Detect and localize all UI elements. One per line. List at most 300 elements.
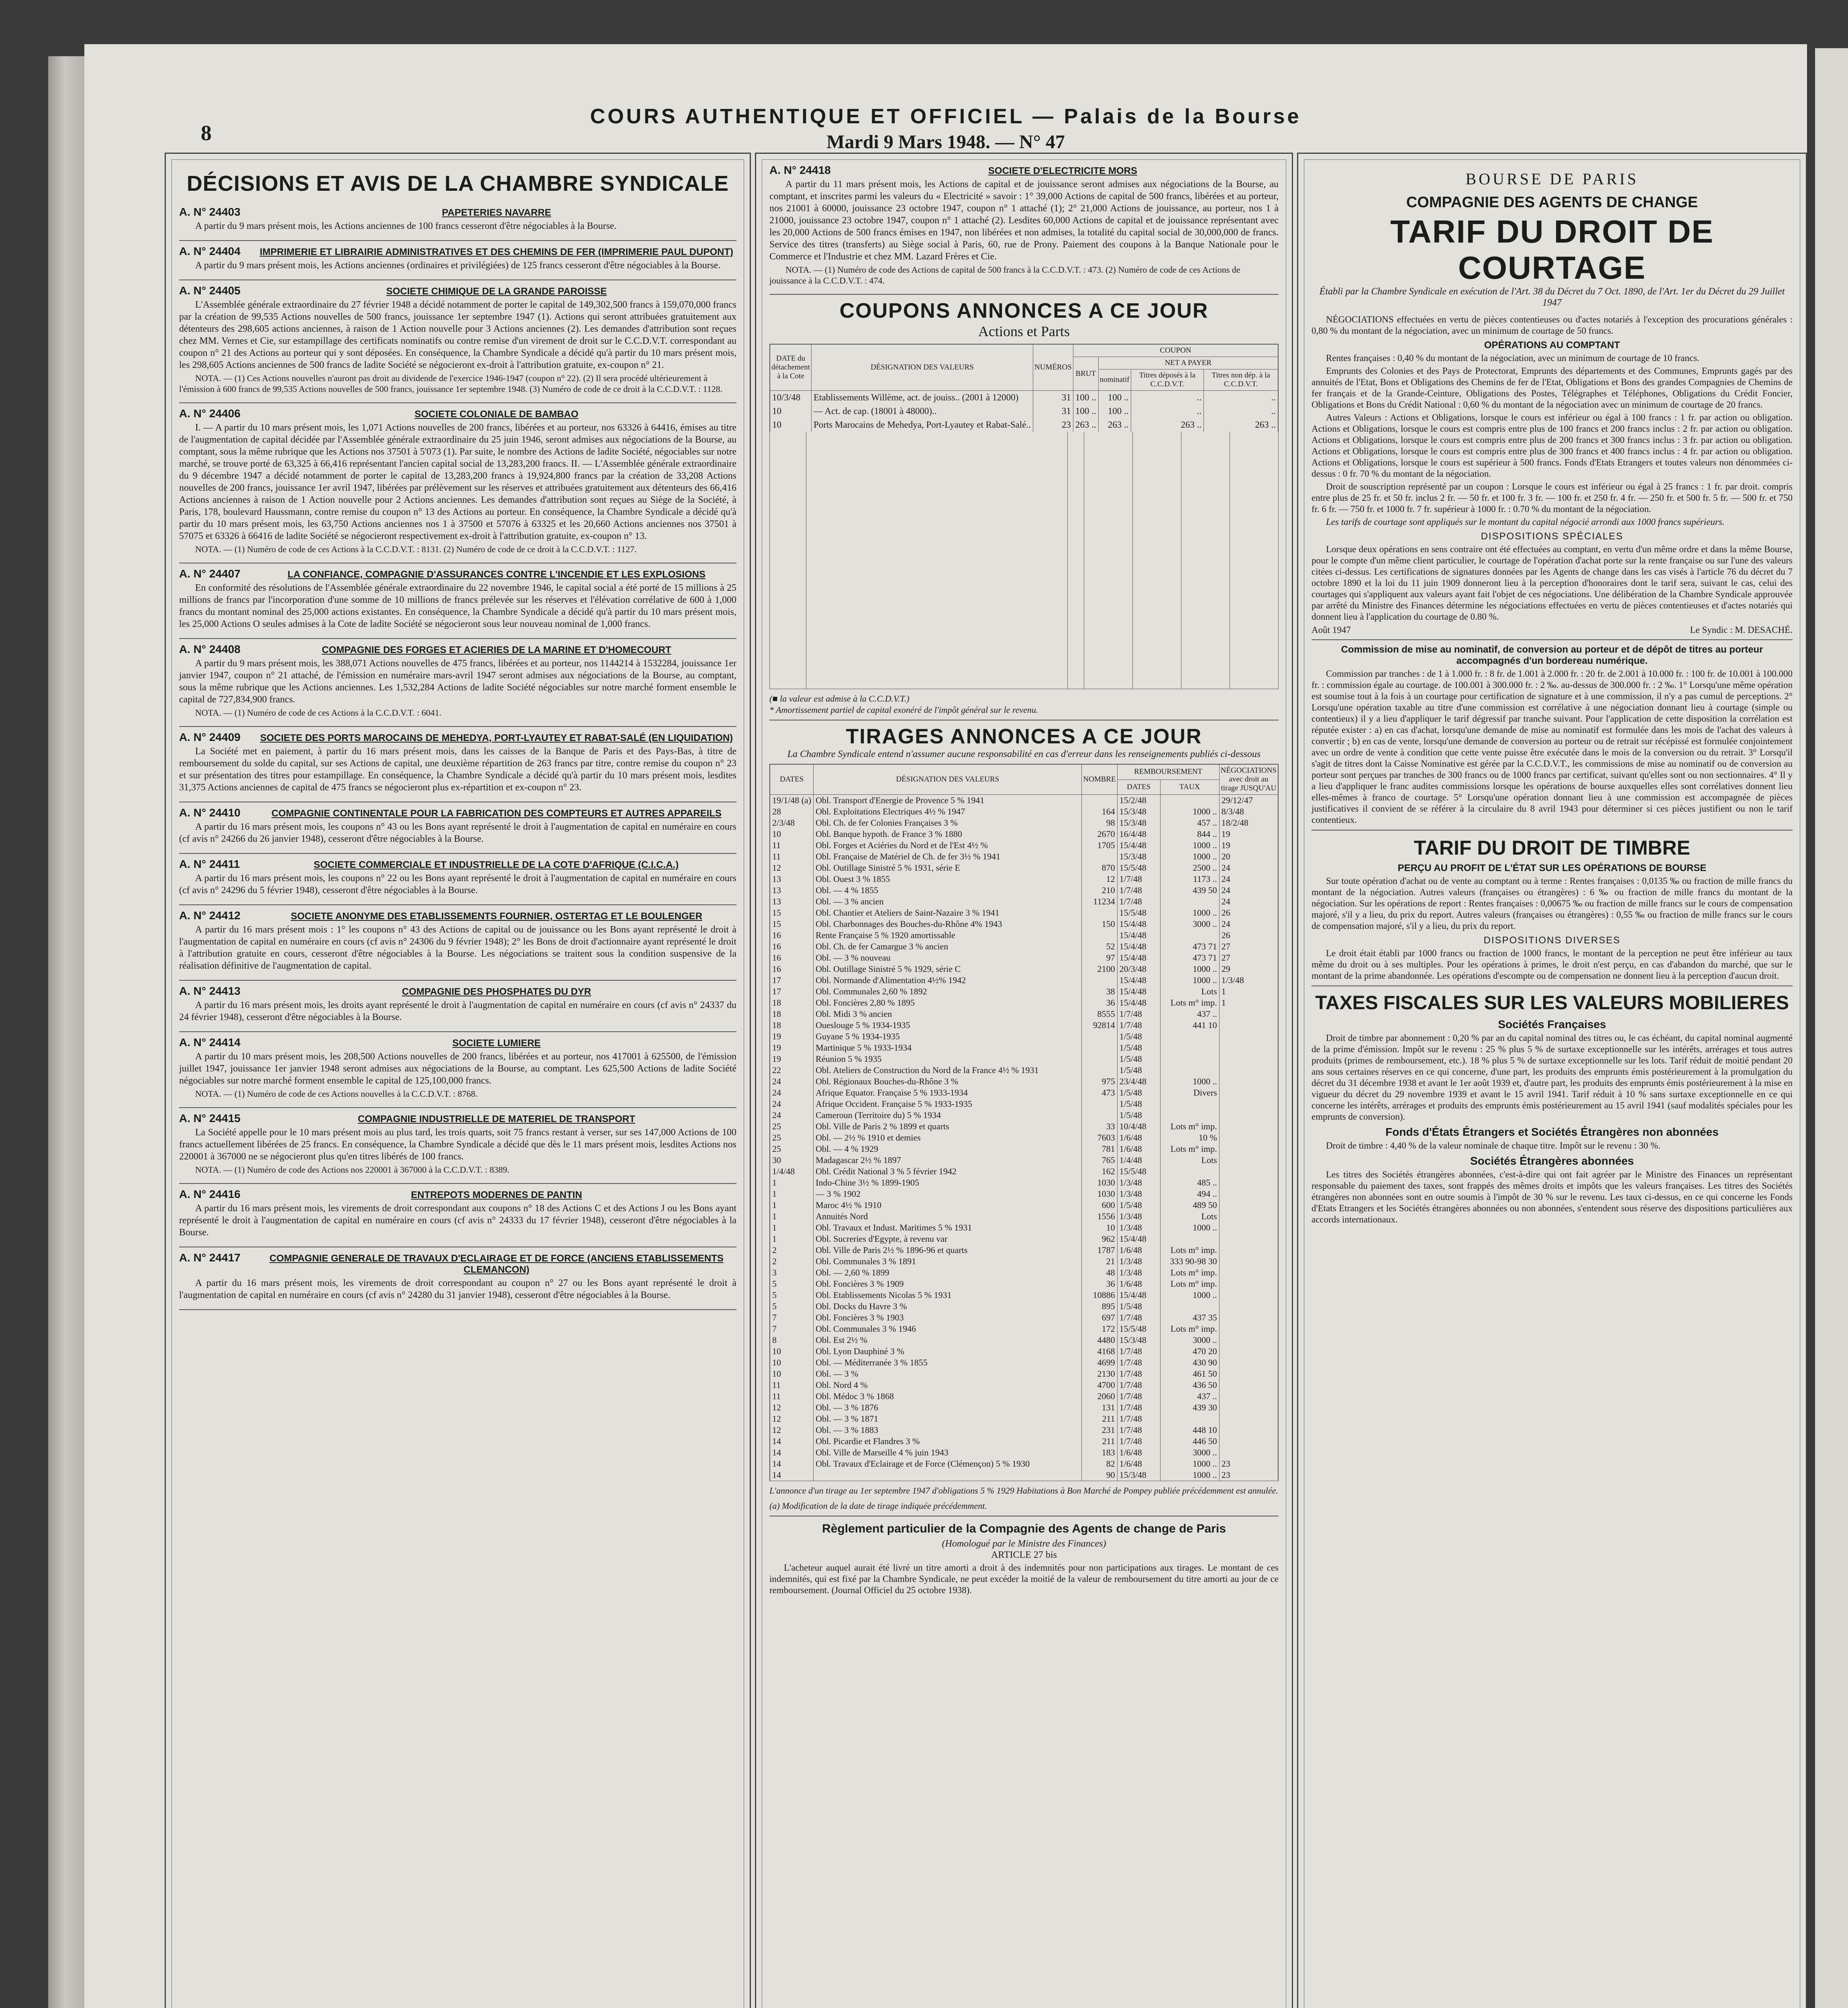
table-cell bbox=[1219, 1323, 1278, 1335]
table-row bbox=[770, 1379, 1278, 1391]
notice-number: A. N° 24413 bbox=[179, 985, 241, 997]
notice-title: PAPETERIES NAVARRE bbox=[442, 207, 551, 218]
table-cell: 1/3/48 bbox=[1117, 1188, 1160, 1200]
table-row bbox=[770, 1155, 1278, 1166]
notice-note: NOTA. — (1) Numéro de code de ces Actions nouvelles à la C.C.D.V.T. : 8768. bbox=[195, 1089, 478, 1099]
table-cell bbox=[1160, 1301, 1219, 1312]
table-cell: Cameroun (Territoire du) 5 % 1934 bbox=[814, 1110, 1082, 1121]
table-cell: Obl. Banque hypoth. de France 3 % 1880 bbox=[814, 829, 1082, 840]
table-cell: Madagascar 2½ % 1897 bbox=[814, 1155, 1082, 1166]
table-cell: Obl. Française de Matériel de Ch. de fer 3½ % 1941 bbox=[814, 851, 1082, 862]
table-cell: 7 bbox=[770, 1312, 814, 1323]
table-cell: 27 bbox=[1219, 941, 1278, 952]
table-cell: 439 30 bbox=[1160, 1402, 1219, 1413]
table-cell bbox=[1082, 1053, 1117, 1065]
table-cell: 1787 bbox=[1082, 1245, 1117, 1256]
table-cell: 1/7/48 bbox=[1117, 1357, 1160, 1368]
table-cell: 1/7/48 bbox=[1117, 1008, 1160, 1020]
table-cell: 25 bbox=[770, 1132, 814, 1143]
table-cell: 12 bbox=[770, 1424, 814, 1436]
fonds-text: Droit de timbre : 4,40 % de la valeur nominale de chaque titre. Impôt sur le revenu : 30 %. bbox=[1326, 1141, 1660, 1151]
notices-list bbox=[179, 206, 736, 1310]
syndic-sign: Le Syndic : M. DESACHÉ. bbox=[1690, 625, 1793, 635]
table-cell: 19 bbox=[770, 1053, 814, 1065]
commission-title: Commission de mise au nominatif, de conversion au porteur et de dépôt de titres au porteur accompagnés d'un bordereau numérique. bbox=[1341, 644, 1763, 666]
table-cell: 2130 bbox=[1082, 1368, 1117, 1379]
table-cell: 1/6/48 bbox=[1117, 1245, 1160, 1256]
table-cell: 1/7/48 bbox=[1117, 885, 1160, 896]
table-cell: Obl. Communales 2,60 % 1892 bbox=[814, 986, 1082, 997]
table-cell: 263 .. bbox=[1131, 418, 1204, 432]
table-row bbox=[770, 1110, 1278, 1121]
table-cell: 16 bbox=[770, 941, 814, 952]
notice-title: SOCIETE DES PORTS MAROCAINS DE MEHEDYA, PORT-LYAUTEY ET RABAT-SALÉ (EN LIQUIDATION) bbox=[260, 733, 733, 743]
adjacent-page bbox=[1815, 48, 1848, 2008]
table-cell: 1000 .. bbox=[1160, 1290, 1219, 1301]
table-cell bbox=[1219, 1143, 1278, 1155]
table-cell: 15/4/48 bbox=[1117, 930, 1160, 941]
table-cell: 1/7/48 bbox=[1117, 1379, 1160, 1391]
table-cell bbox=[1219, 1200, 1278, 1211]
table-cell: 15/3/48 bbox=[1117, 851, 1160, 862]
dispositions-title: DISPOSITIONS SPÉCIALES bbox=[1481, 531, 1624, 542]
table-row bbox=[770, 1458, 1278, 1469]
table-cell: 15/4/48 bbox=[1117, 1233, 1160, 1245]
notice-text: A partir du 16 mars présent mois, les droits ayant représenté le droit à l'augmentation de capital en numéraire en cours (cf avis n° 24337 du 24 février 1948), cesseront d'être négociables à la Bourse. bbox=[179, 1000, 736, 1022]
table-cell: Lots m° imp. bbox=[1160, 1245, 1219, 1256]
table-row bbox=[770, 1053, 1278, 1065]
table-cell: Obl. Charbonnages des Bouches-du-Rhône 4% 1943 bbox=[814, 918, 1082, 930]
table-cell: 24 bbox=[1219, 873, 1278, 885]
table-cell: Obl. Foncières 3 % 1909 bbox=[814, 1278, 1082, 1290]
table-cell: Lots m° imp. bbox=[1160, 1278, 1219, 1290]
table-cell: 18 bbox=[770, 997, 814, 1008]
table-cell: 100 .. bbox=[1098, 404, 1131, 418]
timbre-title: TARIF DU DROIT DE TIMBRE bbox=[1414, 837, 1690, 859]
table-row bbox=[770, 1200, 1278, 1211]
table-cell: 15/2/48 bbox=[1117, 795, 1160, 806]
table-cell bbox=[1082, 1065, 1117, 1076]
table-cell: 19 bbox=[770, 1031, 814, 1042]
table-cell: Obl. Ateliers de Construction du Nord de la France 4½ % 1931 bbox=[814, 1065, 1082, 1076]
table-row bbox=[770, 1424, 1278, 1436]
operations-text-4: Droit de souscription représenté par un coupon : Lorsque le cours est inférieur ou égal à 25 francs : 1 fr. par droit. compris entre plus de 25 fr. et 50 fr. inclus 2 fr. — 50 fr. et 100 fr. 3 fr. — 100 fr. et 250 fr. 4 fr. — 250 fr. et 500 fr. 5 fr. — 500 fr. et 750 fr. 6 fr. — 750 fr. et 1000 fr. 7 fr. supérieur à 1000 fr. : 0.70 % du montant de la négociation. bbox=[1312, 482, 1793, 514]
notice-number: A. N° 24409 bbox=[179, 731, 241, 743]
table-cell: 1 bbox=[770, 1233, 814, 1245]
notice-number: A. N° 24405 bbox=[179, 284, 241, 297]
table-cell: Lots m° imp. bbox=[1160, 1323, 1219, 1335]
table-cell: 10/3/48 bbox=[770, 391, 812, 405]
table-cell bbox=[1160, 1042, 1219, 1053]
table-cell: 17 bbox=[770, 986, 814, 997]
table-cell bbox=[1219, 1368, 1278, 1379]
table-row bbox=[770, 1098, 1278, 1110]
table-cell: Obl. — 3 % 1871 bbox=[814, 1413, 1082, 1424]
table-cell: 12 bbox=[770, 1402, 814, 1413]
table-cell bbox=[1219, 1098, 1278, 1110]
table-row bbox=[770, 907, 1278, 918]
table-cell: 10 bbox=[770, 1346, 814, 1357]
table-row bbox=[770, 986, 1278, 997]
table-cell: 263 .. bbox=[1098, 418, 1131, 432]
notice-number: A. N° 24414 bbox=[179, 1036, 241, 1049]
table-cell: 29 bbox=[1219, 963, 1278, 975]
notice bbox=[179, 985, 736, 1023]
notice-number: A. N° 24407 bbox=[179, 567, 241, 580]
table-cell: 11 bbox=[770, 851, 814, 862]
table-cell: 1 bbox=[770, 1188, 814, 1200]
table-cell: 15 bbox=[770, 907, 814, 918]
table-cell: 18 bbox=[770, 1008, 814, 1020]
table-row bbox=[770, 1290, 1278, 1301]
diverses-title: DISPOSITIONS DIVERSES bbox=[1483, 935, 1621, 946]
table-row bbox=[770, 1301, 1278, 1312]
table-cell: 263 .. bbox=[1204, 418, 1278, 432]
table-cell: 12 bbox=[770, 862, 814, 873]
notice-text: La Société appelle pour le 10 mars présent mois au plus tard, les trois quarts, soit 75 francs restant à verser, sur ses 147,000 Actions de 100 francs actuellement libérées de 25 francs. En conséquence, la Chambre Syndicale a décidé que dès le 11 mars présent mois, lesdites Actions nos 220001 à 367000 ne se négocieront plus qu'en titres libérés de 100 francs. bbox=[179, 1127, 736, 1162]
table-cell: 16 bbox=[770, 952, 814, 963]
table-cell: 1/4/48 bbox=[770, 1166, 814, 1177]
table-cell: Obl. Nord 4 % bbox=[814, 1379, 1082, 1391]
table-cell: Obl. Forges et Aciéries du Nord et de l'Est 4½ % bbox=[814, 840, 1082, 851]
table-cell: 19/1/48 (a) bbox=[770, 795, 814, 806]
table-cell: Obl. Transport d'Energie de Provence 5 % 1941 bbox=[814, 795, 1082, 806]
col-deposes: Titres déposés à la C.C.D.V.T. bbox=[1131, 369, 1204, 391]
table-cell: 1/6/48 bbox=[1117, 1458, 1160, 1469]
table-cell: Ports Marocains de Mehedya, Port-Lyautey et Rabat-Salé.. bbox=[812, 418, 1033, 432]
table-cell: Annuités Nord bbox=[814, 1211, 1082, 1222]
table-cell bbox=[1082, 1098, 1117, 1110]
table-cell: 2060 bbox=[1082, 1391, 1117, 1402]
table-cell: 2670 bbox=[1082, 829, 1117, 840]
notice bbox=[179, 1112, 736, 1175]
table-cell: 1030 bbox=[1082, 1188, 1117, 1200]
table-row bbox=[770, 1177, 1278, 1188]
table-cell: Lots bbox=[1160, 986, 1219, 997]
table-cell bbox=[1160, 1065, 1219, 1076]
table-row bbox=[770, 840, 1278, 851]
notice-title: SOCIETE D'ELECTRICITE MORS bbox=[988, 165, 1137, 176]
timbre-text: Sur toute opération d'achat ou de vente au comptant ou à terme : Rentes françaises : 0,0135 ‰ ou fraction de mille francs du montant de la négociation. Autres valeurs (françaises ou étrangères) : 6 ‰ ou fraction de mille francs du montant de la négociation. Sur les opérations de report : Rentes françaises : 0,00675 ‰ ou fraction de mille francs sur le cours de compensation majoré, s'il y a lieu, du prix du report. Autres valeurs (françaises ou étrangères) : 0,55 ‰ ou fraction de mille francs sur le cours de compensation majoré, s'il y a lieu, du prix du report. bbox=[1312, 876, 1793, 931]
table-cell: Obl. — 2,60 % 1899 bbox=[814, 1267, 1082, 1278]
table-cell: 1030 bbox=[1082, 1177, 1117, 1188]
table-cell bbox=[1219, 1166, 1278, 1177]
table-cell: 8555 bbox=[1082, 1008, 1117, 1020]
table-cell: 430 90 bbox=[1160, 1357, 1219, 1368]
table-cell: 14 bbox=[770, 1436, 814, 1447]
col-date: DATE du détachement à la Cote bbox=[770, 345, 812, 391]
etrangeres-title: Sociétés Étrangères abonnées bbox=[1470, 1155, 1634, 1167]
table-row bbox=[770, 1031, 1278, 1042]
table-cell: 461 50 bbox=[1160, 1368, 1219, 1379]
reglement-article: ARTICLE 27 bis bbox=[991, 1550, 1057, 1560]
table-cell: 600 bbox=[1082, 1200, 1117, 1211]
table-cell: .. bbox=[1131, 391, 1204, 405]
table-cell: 7603 bbox=[1082, 1132, 1117, 1143]
table-row bbox=[770, 1469, 1278, 1481]
table-row bbox=[770, 941, 1278, 952]
table-cell: 3000 .. bbox=[1160, 1335, 1219, 1346]
notice-text: A partir du 9 mars présent mois, les 388,071 Actions nouvelles de 475 francs, libérées et au porteur, nos 1144214 à 1532284, jouissance 1er janvier 1947, coupon n° 21 attaché, de l'émission en numéraire mars-avril 1947 seront admises aux négociations de la Bourse, au comptant, sous la même rubrique que les Actions anciennes. Les 1,532,284 Actions de ladite Société négociables sur notre marché forment ensemble le capital de 727,834,900 francs. bbox=[179, 658, 736, 705]
table-cell bbox=[1082, 1110, 1117, 1121]
notice-note: NOTA. — (1) Numéro de code des Actions de capital de 500 francs à la C.C.D.V.T. : 473. (2) Numéro de code de ces Actions de jouissance à la C.C.D.V.T. : 474. bbox=[769, 265, 1240, 286]
table-cell: 33 bbox=[1082, 1121, 1117, 1132]
table-cell: 1/5/48 bbox=[1117, 1301, 1160, 1312]
table-cell bbox=[1219, 1065, 1278, 1076]
notice bbox=[179, 806, 736, 845]
bourse-label: BOURSE DE PARIS bbox=[1465, 170, 1639, 188]
table-cell: 23/4/48 bbox=[1117, 1076, 1160, 1087]
table-cell bbox=[1219, 1301, 1278, 1312]
table-cell: — Act. de cap. (18001 à 48000).. bbox=[812, 404, 1033, 418]
table-cell: Obl. — 3 % 1876 bbox=[814, 1402, 1082, 1413]
table-cell: 90 bbox=[1082, 1469, 1117, 1481]
negociations-text: NÉGOCIATIONS effectuées en vertu de pièces contentieuses ou d'actes notariés à l'exception des procurations générales : 0,80 % du montant de la négociation, avec un minimum de courtage de 50 francs. bbox=[1312, 314, 1793, 336]
table-cell: 1/7/48 bbox=[1117, 896, 1160, 907]
table-row bbox=[770, 997, 1278, 1008]
table-cell: Indo-Chine 3½ % 1899-1905 bbox=[814, 1177, 1082, 1188]
table-cell bbox=[1219, 1042, 1278, 1053]
notice-number: A. N° 24411 bbox=[179, 858, 240, 870]
notice-note: NOTA. — (1) Ces Actions nouvelles n'auront pas droit au dividende de l'exercice 1946-1947 (coupon n° 22). (2) Il sera procédé ultérieurement à l'émission à 600 francs de 99,535 Actions nouvelles de 500 francs, jouissance 1er septembre 1948. (3) Numéro de code de ce droit à la C.C.D.V.T. : 1128. bbox=[179, 373, 723, 394]
notice bbox=[179, 909, 736, 972]
notice bbox=[179, 858, 736, 896]
table-cell: 2 bbox=[770, 1256, 814, 1267]
table-cell: 5 bbox=[770, 1290, 814, 1301]
table-cell: .. bbox=[1204, 404, 1278, 418]
notice bbox=[179, 1036, 736, 1099]
table-row bbox=[770, 918, 1278, 930]
table-cell: Guyane 5 % 1934-1935 bbox=[814, 1031, 1082, 1042]
table-cell: 446 50 bbox=[1160, 1436, 1219, 1447]
notice bbox=[179, 643, 736, 718]
column-tarifs bbox=[1297, 153, 1807, 2008]
table-cell bbox=[1160, 1031, 1219, 1042]
operations-text-2: Emprunts des Colonies et des Pays de Protectorat, Emprunts des départements et des Communes, Emprunts gagés par des annuités de l'Etat, Bons et Obligations des Chemins de fer de l'Etat, Obligations et Bons des grandes Compagnies de Chemins de fer français et de la Grande-Ceinture, Obligations des Postes, Télégraphes et Téléphones, Obligations du Crédit Foncier, Obligations et Bons du Crédit National : 0,60 % du montant de la négociation avec un minimum de courtage de 20 francs. bbox=[1312, 366, 1793, 410]
table-cell bbox=[1219, 1053, 1278, 1065]
table-cell: 437 35 bbox=[1160, 1312, 1219, 1323]
table-row bbox=[770, 1188, 1278, 1200]
table-row bbox=[770, 1368, 1278, 1379]
table-cell: 1/3/48 bbox=[1117, 1211, 1160, 1222]
notice-title: IMPRIMERIE ET LIBRAIRIE ADMINISTRATIVES ET DES CHEMINS DE FER (IMPRIMERIE PAUL DUPONT) bbox=[259, 247, 733, 257]
table-cell: 4168 bbox=[1082, 1346, 1117, 1357]
table-cell: 30 bbox=[770, 1155, 814, 1166]
table-cell: Maroc 4½ % 1910 bbox=[814, 1200, 1082, 1211]
table-cell: Obl. Communales 3 % 1946 bbox=[814, 1323, 1082, 1335]
table-cell: 24 bbox=[770, 1087, 814, 1098]
table-cell: 29/12/47 bbox=[1219, 795, 1278, 806]
table-cell bbox=[1160, 1098, 1219, 1110]
table-cell bbox=[1219, 1188, 1278, 1200]
col-net: NET A PAYER bbox=[1098, 357, 1278, 369]
table-cell bbox=[1082, 851, 1117, 862]
table-cell: 5 bbox=[770, 1301, 814, 1312]
table-cell: Obl. — 4 % 1855 bbox=[814, 885, 1082, 896]
table-cell: Obl. Foncières 3 % 1903 bbox=[814, 1312, 1082, 1323]
table-row bbox=[770, 1402, 1278, 1413]
notice-text: A partir du 16 mars présent mois, les coupons n° 43 ou les Bons ayant représenté le droit à l'augmentation de capital en numéraire en cours (cf avis n° 24266 du 26 janvier 1948), cesseront d'être négociables à la Bourse. bbox=[179, 822, 736, 844]
table-cell: 18 bbox=[770, 1020, 814, 1031]
table-cell: 870 bbox=[1082, 862, 1117, 873]
notice-number: A. N° 24418 bbox=[769, 164, 831, 176]
table-row bbox=[770, 1042, 1278, 1053]
table-cell: 11 bbox=[770, 840, 814, 851]
table-cell: Obl. Normande d'Alimentation 4½% 1942 bbox=[814, 975, 1082, 986]
table-cell: 1/3/48 bbox=[1117, 1256, 1160, 1267]
table-cell: 1/5/48 bbox=[1117, 1042, 1160, 1053]
table-cell: Obl. Régionaux Bouches-du-Rhône 3 % bbox=[814, 1076, 1082, 1087]
table-cell: 10 % bbox=[1160, 1132, 1219, 1143]
col-nombre: NOMBRE bbox=[1082, 765, 1117, 795]
table-cell: 1 bbox=[770, 1177, 814, 1188]
table-cell: Lots m° imp. bbox=[1160, 997, 1219, 1008]
table-row bbox=[770, 1132, 1278, 1143]
table-cell: 38 bbox=[1082, 986, 1117, 997]
table-row bbox=[770, 404, 1278, 418]
table-cell: 439 50 bbox=[1160, 885, 1219, 896]
table-row bbox=[770, 391, 1278, 405]
table-cell: Obl. — 4 % 1929 bbox=[814, 1143, 1082, 1155]
table-cell bbox=[1219, 1256, 1278, 1267]
table-cell bbox=[1219, 1233, 1278, 1245]
table-cell: 473 71 bbox=[1160, 941, 1219, 952]
table-cell: 3 bbox=[770, 1267, 814, 1278]
table-cell: 470 20 bbox=[1160, 1346, 1219, 1357]
table-cell: 10 bbox=[1082, 1222, 1117, 1233]
notice-title: SOCIETE CHIMIQUE DE LA GRANDE PAROISSE bbox=[386, 286, 607, 297]
operations-title: OPÉRATIONS AU COMPTANT bbox=[1484, 340, 1620, 351]
table-cell: 17 bbox=[770, 975, 814, 986]
table-cell: 24 bbox=[1219, 885, 1278, 896]
table-cell bbox=[1219, 1391, 1278, 1402]
table-cell: 1000 .. bbox=[1160, 1076, 1219, 1087]
table-cell: 183 bbox=[1082, 1447, 1117, 1458]
table-cell: 781 bbox=[1082, 1143, 1117, 1155]
table-cell: 150 bbox=[1082, 918, 1117, 930]
table-cell: 473 71 bbox=[1160, 952, 1219, 963]
operations-text-5: Les tarifs de courtage sont appliqués sur le montant du capital négocié arrondi aux 1000 francs supérieurs. bbox=[1326, 517, 1725, 527]
table-cell: 1000 .. bbox=[1160, 1469, 1219, 1481]
table-cell: Obl. Sucreries d'Egypte, à revenu var bbox=[814, 1233, 1082, 1245]
coupons-title: COUPONS ANNONCES A CE JOUR bbox=[839, 299, 1209, 322]
table-cell bbox=[1219, 1020, 1278, 1031]
table-cell: 3000 .. bbox=[1160, 918, 1219, 930]
col-brut: BRUT bbox=[1073, 357, 1098, 391]
table-cell: Réunion 5 % 1935 bbox=[814, 1053, 1082, 1065]
table-cell: Obl. Ville de Paris 2 % 1899 et quarts bbox=[814, 1121, 1082, 1132]
table-cell: 697 bbox=[1082, 1312, 1117, 1323]
table-cell: 7 bbox=[770, 1323, 814, 1335]
table-cell bbox=[1219, 1335, 1278, 1346]
table-cell: Obl. Midi 3 % ancien bbox=[814, 1008, 1082, 1020]
table-cell: 52 bbox=[1082, 941, 1117, 952]
table-cell: Rente Française 5 % 1920 amortissable bbox=[814, 930, 1082, 941]
table-cell: Obl. Ch. de fer Colonies Françaises 3 % bbox=[814, 817, 1082, 829]
notice-title: SOCIETE COLONIALE DE BAMBAO bbox=[414, 409, 579, 420]
table-row bbox=[770, 1436, 1278, 1447]
table-cell: 25 bbox=[770, 1121, 814, 1132]
table-row bbox=[770, 806, 1278, 817]
table-cell: 975 bbox=[1082, 1076, 1117, 1087]
table-cell: .. bbox=[1204, 391, 1278, 405]
table-row bbox=[770, 1008, 1278, 1020]
societes-fr-text: Droit de timbre par abonnement : 0,20 % par an du capital nominal des titres ou, le cas échéant, du capital nominal augmenté de la prime d'émission. Impôt sur le revenu : 25 % plus 5 % de surtaxe exceptionnelle sur les intérêts, arrérages et tous autres produits (primes de remboursement, etc.). 18 % plus 5 % de surtaxe exceptionnelle sur les lots. Tarif réduit de moitié pendant 20 ans sous certaines réserves en ce qui concerne, d'une part, les produits des emprunts émis postérieurement à la promulgation du décret du 31 décembre 1938 et avant le 1er août 1939 et, d'autre part, les produits des emprunts émis postérieurement à la mise en vigueur du décret du 29 novembre 1939 et avant le 15 avril 1941. Tarif réduit à 10 % sans surtaxe exceptionnelle en ce qui concerne les intérêts, arrérages et produits des emprunts émis postérieurement au 15 avril 1941 (sauf modalités spéciales pour les emprunts de conversion). bbox=[1312, 1033, 1793, 1122]
table-cell: 10 bbox=[770, 829, 814, 840]
table-row bbox=[770, 1413, 1278, 1424]
table-cell: 1 bbox=[770, 1222, 814, 1233]
table-row bbox=[770, 930, 1278, 941]
notice-number: A. N° 24412 bbox=[179, 909, 241, 922]
table-cell: 1173 .. bbox=[1160, 873, 1219, 885]
table-cell: 5 bbox=[770, 1278, 814, 1290]
table-cell: 1/5/48 bbox=[1117, 1200, 1160, 1211]
table-cell: 14 bbox=[770, 1447, 814, 1458]
table-cell: 4700 bbox=[1082, 1379, 1117, 1391]
table-cell: 333 90-98 30 bbox=[1160, 1256, 1219, 1267]
table-cell: 1/6/48 bbox=[1117, 1278, 1160, 1290]
table-row bbox=[770, 1346, 1278, 1357]
date-sign: Août 1947 bbox=[1312, 625, 1351, 635]
table-cell bbox=[1219, 1076, 1278, 1087]
notice-number: A. N° 24415 bbox=[179, 1112, 241, 1124]
table-cell bbox=[1082, 907, 1117, 918]
notice-title: LA CONFIANCE, COMPAGNIE D'ASSURANCES CONTRE L'INCENDIE ET LES EXPLOSIONS bbox=[288, 569, 706, 580]
table-cell: 97 bbox=[1082, 952, 1117, 963]
table-cell: 36 bbox=[1082, 997, 1117, 1008]
table-row bbox=[770, 1391, 1278, 1402]
fonds-title: Fonds d'États Étrangers et Sociétés Étrangères non abonnées bbox=[1385, 1126, 1719, 1138]
table-cell bbox=[1219, 1278, 1278, 1290]
table-cell: 13 bbox=[770, 885, 814, 896]
table-cell: 15/4/48 bbox=[1117, 997, 1160, 1008]
table-cell: 10 bbox=[770, 1357, 814, 1368]
notice-number: A. N° 24404 bbox=[179, 245, 241, 257]
table-cell bbox=[1160, 1413, 1219, 1424]
table-cell bbox=[1219, 1267, 1278, 1278]
notice bbox=[179, 567, 736, 630]
table-row bbox=[770, 1065, 1278, 1076]
table-cell: 1/7/48 bbox=[1117, 873, 1160, 885]
table-cell: 1/5/48 bbox=[1117, 1065, 1160, 1076]
table-cell: Obl. Picardie et Flandres 3 % bbox=[814, 1436, 1082, 1447]
table-cell: 131 bbox=[1082, 1402, 1117, 1413]
table-cell: 1 bbox=[770, 1211, 814, 1222]
table-cell bbox=[1219, 1155, 1278, 1166]
reglement-text: L'acheteur auquel aurait été livré un titre amorti a droit à des indemnités pour non participations aux tirages. Le montant de ces indemnités, qui est fixé par la Chambre Syndicale, ne peut excéder la moitié de la valeur de remboursement du titre amorti au jour de ce remboursement. (Journal Officiel du 25 octobre 1938). bbox=[769, 1563, 1279, 1595]
col-dates: DATES bbox=[770, 765, 814, 795]
reglement-title: Règlement particulier de la Compagnie des Agents de change de Paris bbox=[822, 1522, 1226, 1535]
table-cell: 10 bbox=[770, 418, 812, 432]
table-cell: 1/5/48 bbox=[1117, 1098, 1160, 1110]
table-cell: 211 bbox=[1082, 1436, 1117, 1447]
table-cell: 1000 .. bbox=[1160, 963, 1219, 975]
table-cell: Obl. Crédit National 3 % 5 février 1942 bbox=[814, 1166, 1082, 1177]
table-cell: Obl. — 3 % 1883 bbox=[814, 1424, 1082, 1436]
table-cell: 48 bbox=[1082, 1267, 1117, 1278]
column-decisions bbox=[165, 153, 751, 2008]
table-cell: 1000 .. bbox=[1160, 975, 1219, 986]
table-cell: 10886 bbox=[1082, 1290, 1117, 1301]
table-cell: 1/7/48 bbox=[1117, 1436, 1160, 1447]
notice-text: I. — A partir du 10 mars présent mois, les 1,071 Actions nouvelles de 200 francs, libérées et au porteur, nos 63326 à 64416, émises au titre de l'augmentation de capital décidée par l'Assemblée générale extraordinaire du 25 juin 1946, seront admises aux négociations de la Bourse, au comptant, sous la même rubrique que les Actions nos 37501 à 5'073 (1). Par suite, le nombre des Actions de ladite Société, négociables sur notre marché, se trouve porté de 63,325 à 66,416 représentant l'ancien capital social de 13,283,200 francs. II. — L'Assemblée générale extraordinaire du 9 décembre 1947 a décidé notamment de porter le capital de 13,283,200 francs à 19,924,800 francs par la création de 33,208 Actions nouvelles de 200 francs, jouissance 1er avril 1947, libérées par prélèvement sur les réserves et attribuées gratuitement aux détenteurs des 66,416 Actions anciennes à raison de 1 Action nouvelle pour 2 Actions anciennes. Les demandes d'attribution sont reçues au Siège de la Société, à Paris, 178, boulevard Haussmann, contre remise du coupon n° 13 des Actions au porteur. En conséquence, la Chambre Syndicale a décidé qu'à partir du 10 mars présent mois, les 63,750 Actions anciennes nos 1 à 37500 et 57076 à 63325 et les 20,660 Actions anciennes nos 37501 à 57075 et 63326 à 66416 de ladite Société se négocieront respectivement ex-droit à l'attribution gratuite, ex-coupon n° 13. bbox=[179, 422, 737, 541]
tirages-table bbox=[770, 764, 1278, 1481]
table-cell: 1/5/48 bbox=[1117, 1031, 1160, 1042]
table-cell: 24 bbox=[1219, 896, 1278, 907]
table-cell: Lots bbox=[1160, 1155, 1219, 1166]
table-cell: 448 10 bbox=[1160, 1424, 1219, 1436]
table-cell bbox=[1082, 795, 1117, 806]
